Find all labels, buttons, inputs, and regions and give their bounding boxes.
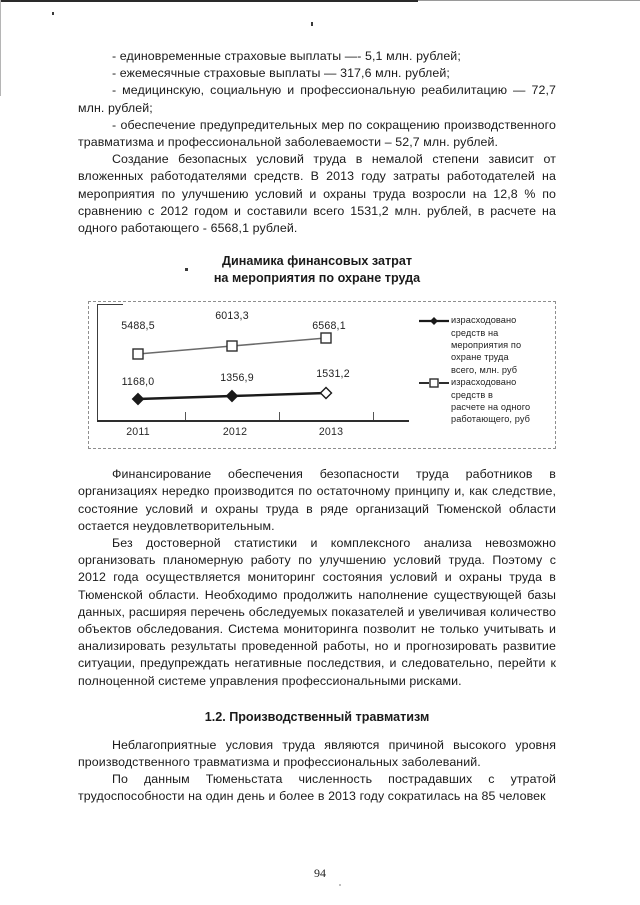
paragraph-injuries-1 [78, 737, 556, 771]
legend-entry-total [419, 314, 551, 376]
scan-edge-top-light [418, 0, 640, 1]
legend-label-line-3: всего, млн. руб [451, 364, 518, 375]
paragraph-text: По данным Тюменьстата численность пострадавших с утратой трудоспособности на один день и более в 2013 году сократилась на 85 человек [78, 772, 556, 804]
list-item-text: - единовременные страховые выплаты —- 5,1 млн. рублей; [112, 49, 461, 63]
paragraph-text: Создание безопасных условий труда в немалой степени зависит от вложенных работодателями средств. В 2013 году затраты работодателей на мероприятия по улучшению условий и охраны труда возросли на 12,8 % по сравнению с 2012 годом и составили всего 1531,2 млн. рублей, в расчете на одного работающего - 6568,1 рублей. [78, 152, 556, 236]
chart-figure [88, 301, 556, 449]
chart-title [78, 253, 556, 287]
page-number: 94 [314, 866, 326, 880]
list-item-preventive-measures [78, 117, 556, 151]
paragraph-text: Финансирование обеспечения безопасности труда работников в организациях нередко производится по остаточному принципу и, как следствие, состояние условий и охраны труда в ряде организаций Тюменской области остается неудовлетворительным. [78, 467, 556, 533]
series-marker-total [321, 388, 332, 399]
scan-edge-top [0, 0, 418, 2]
data-label-per-worker-2012: 6013,3 [215, 310, 249, 323]
paragraph-injuries-2 [78, 771, 556, 805]
series-marker-per-worker [227, 341, 237, 351]
list-item-text: - медицинскую, социальную и профессиональную реабилитацию — 72,7 млн. рублей; [78, 83, 556, 115]
series-marker-total [227, 391, 238, 402]
series-marker-per-worker [321, 333, 331, 343]
chart-plot-area [89, 302, 555, 448]
chart-title-line-1: Динамика финансовых затрат [222, 254, 412, 269]
paragraph-costs [78, 151, 556, 237]
legend-label-line-2: расчете на одного [451, 402, 531, 413]
data-label-per-worker-2011: 5488,5 [121, 320, 155, 333]
list-item-rehabilitation [78, 82, 556, 116]
data-label-total-2013: 1531,2 [316, 368, 350, 381]
section-heading-1-2: 1.2. Производственный травматизм [204, 709, 430, 724]
x-axis-label-2012: 2012 [222, 426, 248, 439]
scan-speck [339, 884, 341, 886]
paragraph-text: Неблагоприятные условия труда являются причиной высокого уровня производственного травматизма и профессиональных заболеваний. [78, 737, 556, 770]
list-item-text: - обеспечение предупредительных мер по сокращению производственного травматизма и профессиональной заболеваемости – 52,7 млн. рублей. [78, 117, 556, 150]
scan-speck [311, 22, 313, 26]
data-label-per-worker-2013: 6568,1 [312, 320, 346, 333]
x-axis-label-2013: 2013 [318, 426, 344, 439]
legend-label-total [451, 314, 551, 376]
paragraph-monitoring [78, 535, 556, 690]
paragraph-text: Без достоверной статистики и комплексного анализа невозможно организовать планомерную работу по улучшению условий труда. Поэтому с 2012 года осуществляется мониторинг состояния условий и охраны труда в Тюменской области. Необходимо продолжить наполнение существующей базы данных, расширяя перечень обследуемых показателей и увеличивая количество объектов обследования. Система мониторинга позволит не только учитывать и анализировать результаты проведенной работы, но и прогнозировать развитие ситуации, предупреждать негативные последствия, и следовательно, перейти к полноценной системе управления профессиональными рисками. [78, 536, 556, 688]
x-axis-label-2011: 2011 [126, 426, 150, 439]
legend-label-line-1: израсходовано средств на [451, 315, 517, 338]
paragraph-financing [78, 466, 556, 535]
chart-title-line-2: на мероприятия по охране труда [213, 271, 421, 286]
scan-edge-left [0, 0, 1, 96]
list-item-payments-lump [78, 48, 556, 65]
data-label-total-2011: 1168,0 [121, 376, 155, 389]
legend-label-line-3: работающего, руб [451, 414, 530, 425]
list-item-payments-monthly [78, 65, 556, 82]
series-marker-total [133, 394, 144, 405]
legend-label-line-1: израсходовано средств в [451, 377, 517, 400]
document-content [78, 48, 556, 806]
series-marker-per-worker [133, 349, 143, 359]
legend-label-line-2: мероприятия по охране труда [451, 340, 522, 363]
scan-speck [52, 12, 54, 15]
list-item-text: - ежемесячные страховые выплаты — 317,6 млн. рублей; [112, 66, 450, 81]
legend-marker-square-icon [419, 378, 449, 388]
legend-marker-diamond-icon [419, 316, 449, 326]
legend-label-per-worker [451, 376, 551, 426]
legend-entry-per-worker [419, 376, 551, 426]
data-label-total-2012: 1356,9 [220, 372, 254, 385]
